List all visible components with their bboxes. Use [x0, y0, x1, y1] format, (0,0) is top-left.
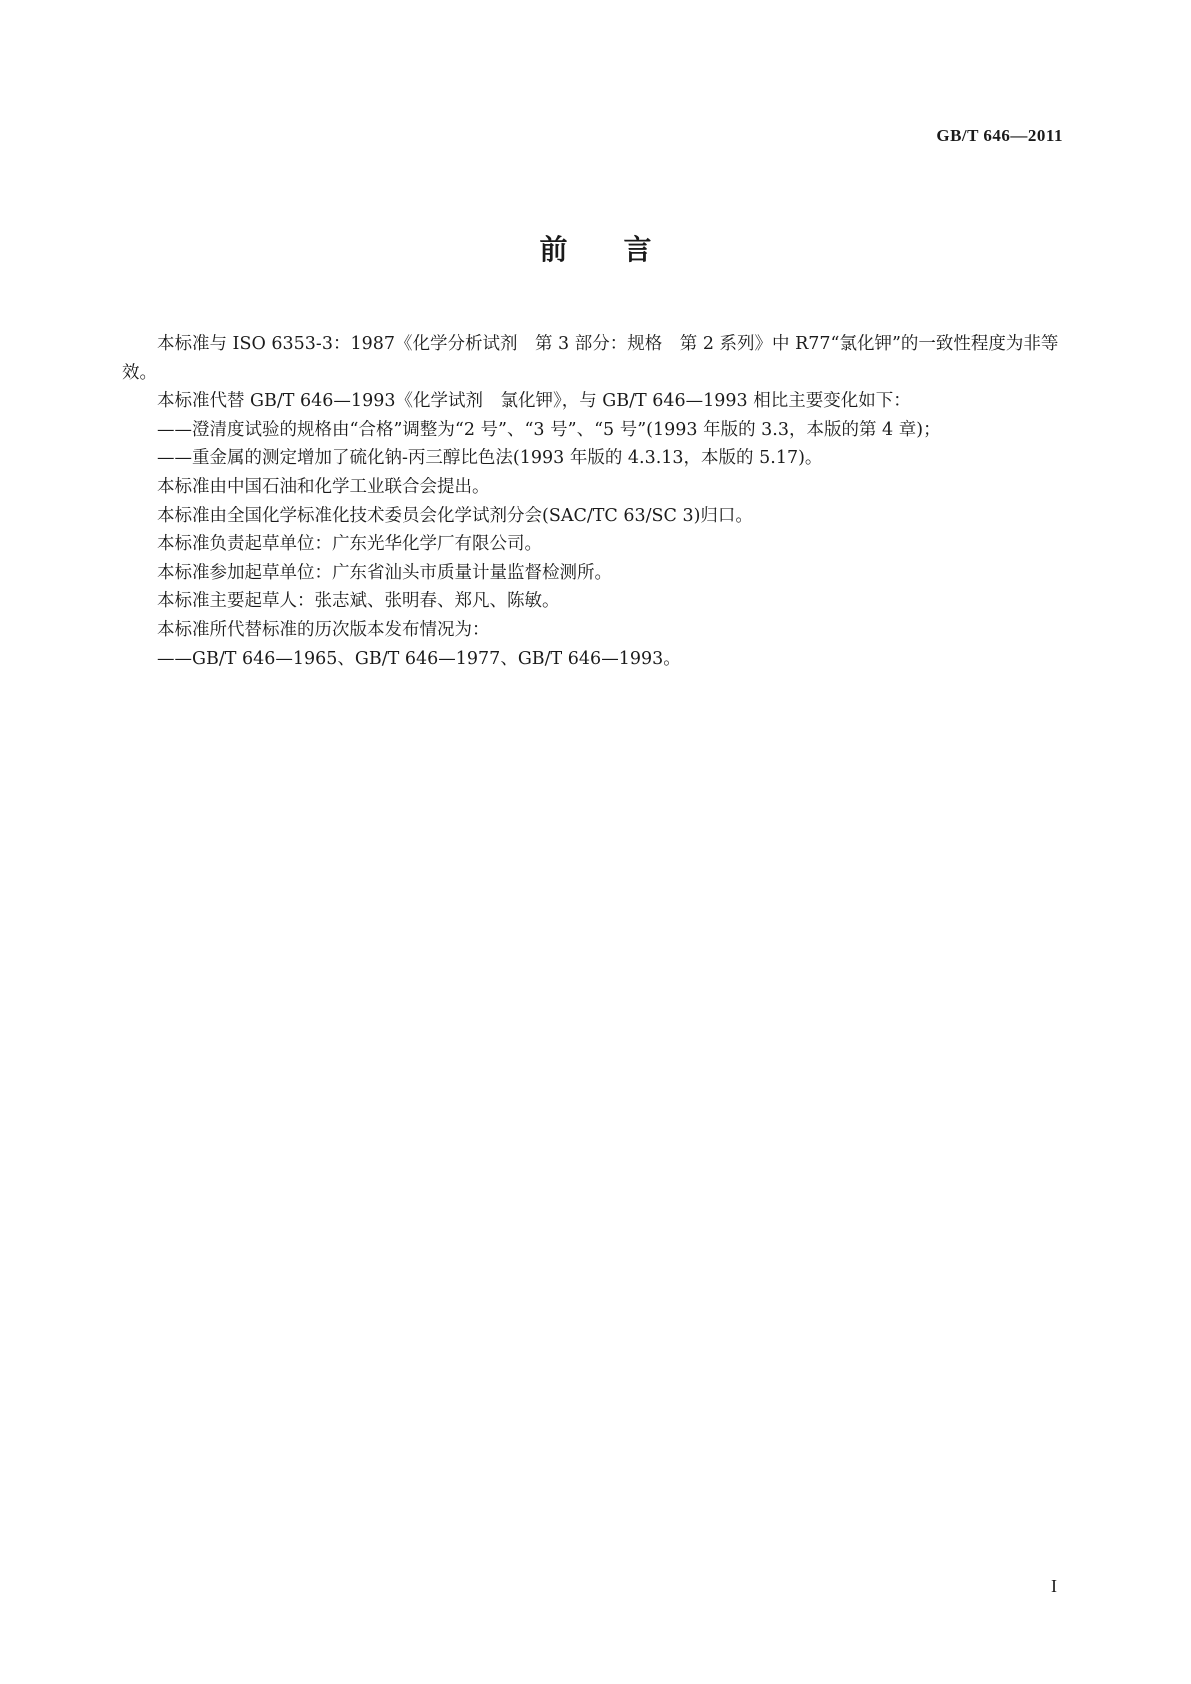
- paragraph-participating-unit: 本标准参加起草单位：广东省汕头市质量计量监督检测所。: [157, 562, 612, 583]
- page-title: 前言: [539, 233, 708, 266]
- paragraph-replaces: 本标准代替 GB/T 646—1993《化学试剂 氯化钾》，与 GB/T 646—1993 相比主要变化如下：: [157, 391, 911, 412]
- paragraph-main-drafters: 本标准主要起草人：张志斌、张明春、郑凡、陈敏。: [157, 591, 560, 612]
- change-item-heavy-metal: ——重金属的测定增加了硫化钠-丙三醇比色法(1993 年版的 4.3.13，本版的 5.17)。: [157, 448, 823, 469]
- change-item-clarity: ——澄清度试验的规格由“合格”调整为“2 号”、“3 号”、“5 号”(1993 年版的 3.3，本版的第 4 章)；: [157, 419, 941, 440]
- paragraph-previous-editions: 本标准所代替标准的历次版本发布情况为：: [157, 619, 490, 640]
- page-number: I: [1051, 1576, 1057, 1596]
- previous-editions-list: ——GB/T 646—1965、GB/T 646—1977、GB/T 646—1993。: [157, 648, 681, 669]
- paragraph-consistency: 本标准与 ISO 6353-3：1987《化学分析试剂 第 3 部分：规格 第 2 系列》中 R77“氯化钾”的一致性程度为非等效。: [122, 334, 1059, 383]
- paragraph-proposed-by: 本标准由中国石油和化学工业联合会提出。: [157, 476, 490, 497]
- paragraph-lead-drafter-unit: 本标准负责起草单位：广东光华化学厂有限公司。: [157, 534, 542, 555]
- standard-code: GB/T 646—2011: [936, 126, 1063, 145]
- foreword-body: [122, 330, 1067, 673]
- paragraph-centralized-by: 本标准由全国化学标准化技术委员会化学试剂分会(SAC/TC 63/SC 3)归口。: [157, 505, 753, 526]
